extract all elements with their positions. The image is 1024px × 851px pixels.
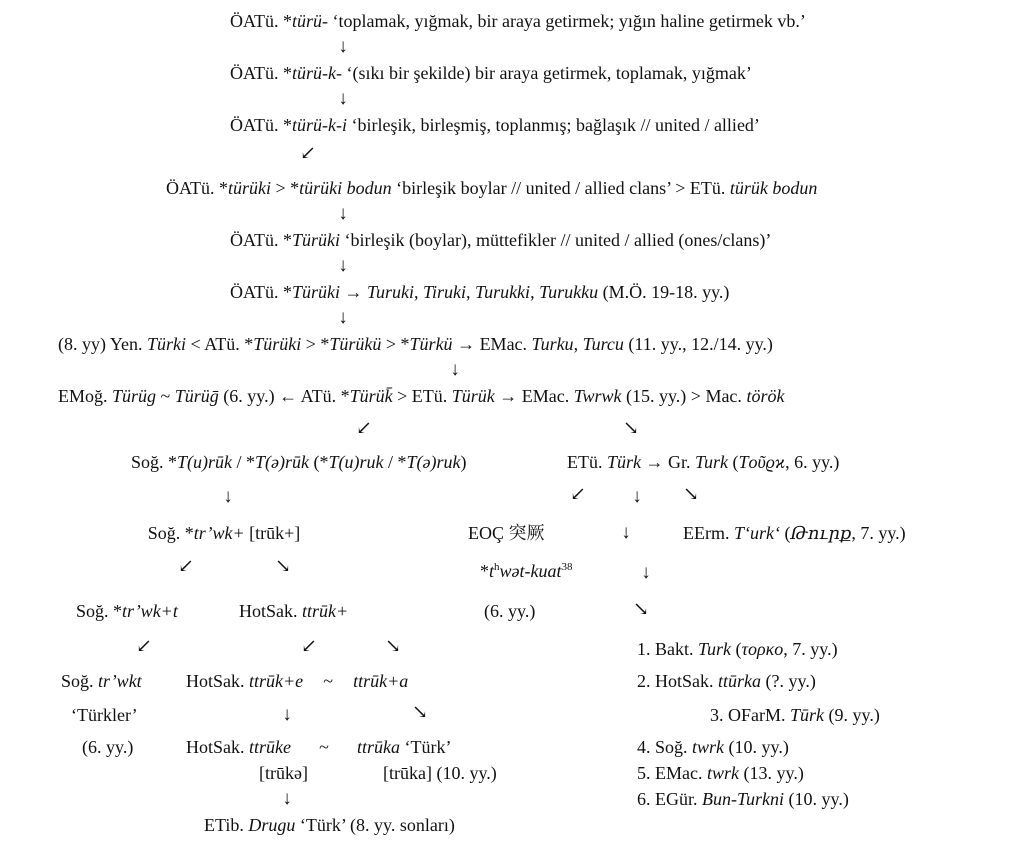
line-sogdian-date: (6. yy.) <box>82 737 134 757</box>
line-khotanese-phon-2: [trūka] (10. yy.) <box>383 763 497 783</box>
line-turuki-akkadian: ÖATü. *Türüki → Turuki, Tiruki, Turukki, Turukku (M.Ö. 19-18. yy.) <box>230 282 730 302</box>
list-item-khotanese: 2. HotSak. ttūrka (?. yy.) <box>637 671 816 691</box>
arrow-down-7: ↓ <box>223 486 233 507</box>
chinese-characters: 突厥 <box>508 523 545 543</box>
line-sogdian-trwkt-star: Soğ. *tr’wk+t <box>76 601 178 621</box>
line-sogdian-trwk: Soğ. *tr’wk+ [trūk+] <box>147 523 301 543</box>
line-eoc-chinese: EOÇ 突厥 <box>468 523 545 543</box>
line-khotanese-forms: HotSak. ttrūk+e ~ ttrūk+a <box>186 671 409 691</box>
arrow-down-right-1: ↘ <box>623 418 639 439</box>
arrow-down-right-5: ↘ <box>385 636 401 657</box>
line-turuki-adj: ÖATü. *türü-k-i ‘birleşik, birleşmiş, toplanmış; bağlaşık // united / allied’ <box>230 115 760 135</box>
arrow-down-6: ↓ <box>450 359 460 380</box>
line-khotanese-final: HotSak. ttrūke ~ ttrūka ‘Türk’ <box>186 737 452 757</box>
arrow-down-10: ↓ <box>641 562 651 583</box>
arrow-down-5: ↓ <box>338 307 348 328</box>
arrow-down-left-6: ↙ <box>301 636 317 657</box>
line-turkler-gloss: ‘Türkler’ <box>71 705 138 725</box>
arrow-down-left-4: ↙ <box>178 556 194 577</box>
line-khotanese-phon-1: [trūkə] <box>259 763 308 783</box>
arrow-down-11: ↓ <box>282 704 292 725</box>
arrow-down-4: ↓ <box>338 255 348 276</box>
arrow-down-left-5: ↙ <box>136 636 152 657</box>
arrow-down-left-3: ↙ <box>570 484 586 505</box>
line-khotanese-ttruk: HotSak. ttrūk+ <box>239 601 349 621</box>
arrow-down-right-2: ↘ <box>683 484 699 505</box>
arrow-down-8: ↓ <box>632 486 642 507</box>
arrow-down-left-2: ↙ <box>356 418 372 439</box>
list-item-hungarian: 5. EMac. twrk (13. yy.) <box>637 763 804 783</box>
arrow-down-right-4: ↘ <box>633 599 649 620</box>
footnote-marker: 38 <box>561 561 573 573</box>
line-turuki-bodun: ÖATü. *türüki > *türüki bodun ‘birleşik boylar // united / allied clans’ > ETü. türük bodun <box>166 178 818 198</box>
line-tibetan-drugu: ETib. Drugu ‘Türk’ (8. yy. sonları) <box>204 815 455 835</box>
arrow-down-2: ↓ <box>338 88 348 109</box>
list-item-bactrian: 1. Bakt. Turk (τορκο, 7. yy.) <box>637 639 838 659</box>
arrow-down-12: ↓ <box>282 788 292 809</box>
list-item-georgian: 6. EGür. Bun-Turkni (10. yy.) <box>637 789 849 809</box>
line-chinese-date: (6. yy.) <box>484 601 536 621</box>
arrow-down-right-6: ↘ <box>412 702 428 723</box>
list-item-sogdian: 4. Soğ. twrk (10. yy.) <box>637 737 789 757</box>
line-turuki-allied: ÖATü. *Türüki ‘birleşik (boylar), müttefikler // united / allied (ones/clans)’ <box>230 230 772 250</box>
line-turki-yen: (8. yy) Yen. Türki < ATü. *Türüki > *Türükü > *Türkü → EMac. Turku, Turcu (11. yy., 12./14. yy.) <box>58 334 773 354</box>
line-armenian: EErm. T‘urk‘ (Թուրք, 7. yy.) <box>683 523 906 543</box>
list-item-persian: 3. OFarM. Tūrk (9. yy.) <box>710 705 880 725</box>
line-turuk-central: EMoğ. Türüg ~ Türüḡ (6. yy.) ← ATü. *Türük̄ > ETü. Türük → EMac. Twrwk (15. yy.) > Mac. török <box>58 386 785 406</box>
line-etu-turk-greek: ETü. Türk → Gr. Turk (Τoῦϱϰ, 6. yy.) <box>567 452 840 472</box>
line-turu: ÖATü. *türü- ‘toplamak, yığmak, bir araya getirmek; yığın haline getirmek vb.’ <box>230 11 806 31</box>
line-turuk: ÖATü. *türü-k- ‘(sıkı bir şekilde) bir araya getirmek, toplamak, yığmak’ <box>230 63 752 83</box>
arrow-down-1: ↓ <box>338 36 348 57</box>
line-sogdian-turuk: Soğ. *T(u)rūk / *T(ə)rūk (*T(u)ruk / *T(ə)ruk) <box>131 452 467 472</box>
arrow-down-right-3: ↘ <box>275 556 291 577</box>
line-chinese-reconstruction: $*t^hwət-kuat^{38}$ <box>480 561 573 581</box>
arrow-down-9: ↓ <box>621 522 631 543</box>
arrow-down-3: ↓ <box>338 203 348 224</box>
arrow-down-left-1: ↙ <box>300 143 316 164</box>
line-sogdian-trwkt: Soğ. tr’wkt <box>61 671 142 691</box>
